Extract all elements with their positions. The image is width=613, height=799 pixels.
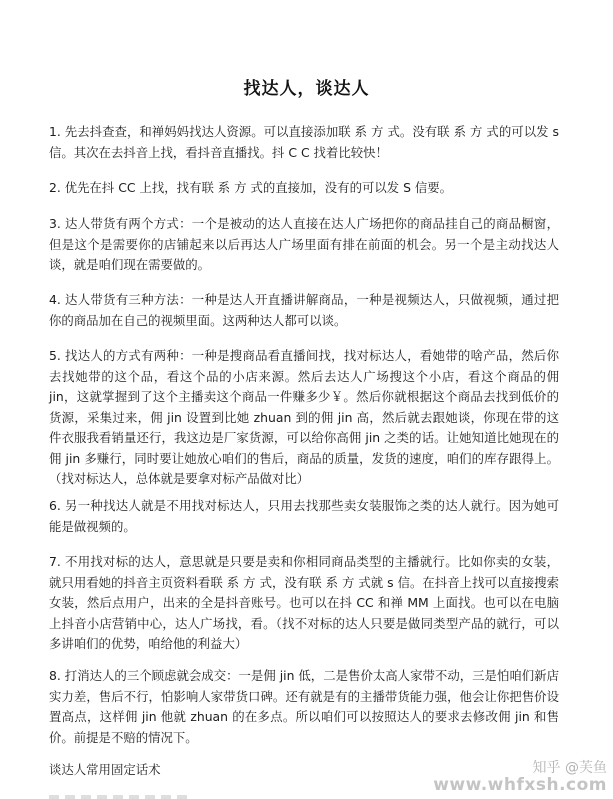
watermark-url: www.whfxsh.com [433,775,607,796]
paragraph-5: 5. 找达人的方式有两种：一种是搜商品看直播间找，找对标达人，看她带的啥产品，然后你去找她带的这个品，看这个品的小店来源。然后去达人广场搜这个小店，看这个商品的佣 jin，这就掌握到了这个主播卖这个商品一件赚多少￥。然后你就根据这个商品去找到低价的货源，采集过来，佣 jin 设置到比她 zhuan 到的佣 jin 高，然后就去跟她谈，你现在带的这件衣服我看销量还行，我这边是厂家货源，可以给你高佣 jin 之类的话。让她知道比她现在的佣 jin 多赚行，同时要让她放心咱们的售后，商品的质量，发货的速度，咱们的库存跟得上。（找对标达人，总体就是要拿对标产品做对比） [49,348,559,486]
paragraph-2: 2. 优先在抖 CC 上找，找有联 系 方 式的直接加，没有的可以发 S 信要。 [49,180,453,195]
paragraph-3: 3. 达人带货有两个方式：一个是被动的达人直接在达人广场把你的商品挂自己的商品橱窗，但是这个是需要你的店铺起来以后再达人广场里面有排在前面的机会。另一个是主动找达人谈，就是咱们现在需要做的。 [49,216,559,272]
paragraph-6: 6. 另一种找达人就是不用找对标达人，只用去找那些卖女装服饰之类的达人就行。因为她可能是做视频的。 [49,498,559,534]
watermark [433,761,607,795]
cropped-next-line [49,795,189,799]
paragraph-4: 4. 达人带货有三种方法：一种是达人开直播讲解商品，一种是视频达人，只做视频，通过把你的商品加在自己的视频里面。这两种达人都可以谈。 [49,292,559,328]
paragraph-8: 8. 打消达人的三个顾虑就会成交：一是佣 jin 低，二是售价太高人家带不动，三是怕咱们新店实力差，售后不行，怕影响人家带货口碑。还有就是有的主播带货能力强，他会让你把售价设置高点，这样佣 jin 他就 zhuan 的在多点。所以咱们可以按照达人的要求去修改佣 jin 和售价。前提是不赔的情况下。 [49,668,559,745]
paragraph-7: 7. 不用找对标的达人，意思就是只要是卖和你相同商品类型的主播就行。比如你卖的女装，就只用看她的抖音主页资料看联 系 方 式，没有联 系 方 式就 s 信。在抖音上找可以直接搜索女装，然后点用户，出来的全是抖音账号。也可以在抖 CC 和禅 MM 上面找。也可以在电脑上抖音小店营销中心，达人广场找，看。（找不对标的达人只要是做同类型产品的就行，可以多讲咱们的优势，咱给他的利益大） [49,554,559,651]
watermark-author: 知乎 @芙鱼 [532,759,607,776]
document-title: 找达人，谈达人 [243,79,370,99]
paragraph-1: 1. 先去抖查查，和禅妈妈找达人资源。可以直接添加联 系 方 式。没有联 系 方 式的可以发 s 信。其次在去抖音上找，看抖音直播找。抖 C C 找着比较快！ [49,124,559,160]
section-heading-scripts: 谈达人常用固定话术 [49,762,161,777]
